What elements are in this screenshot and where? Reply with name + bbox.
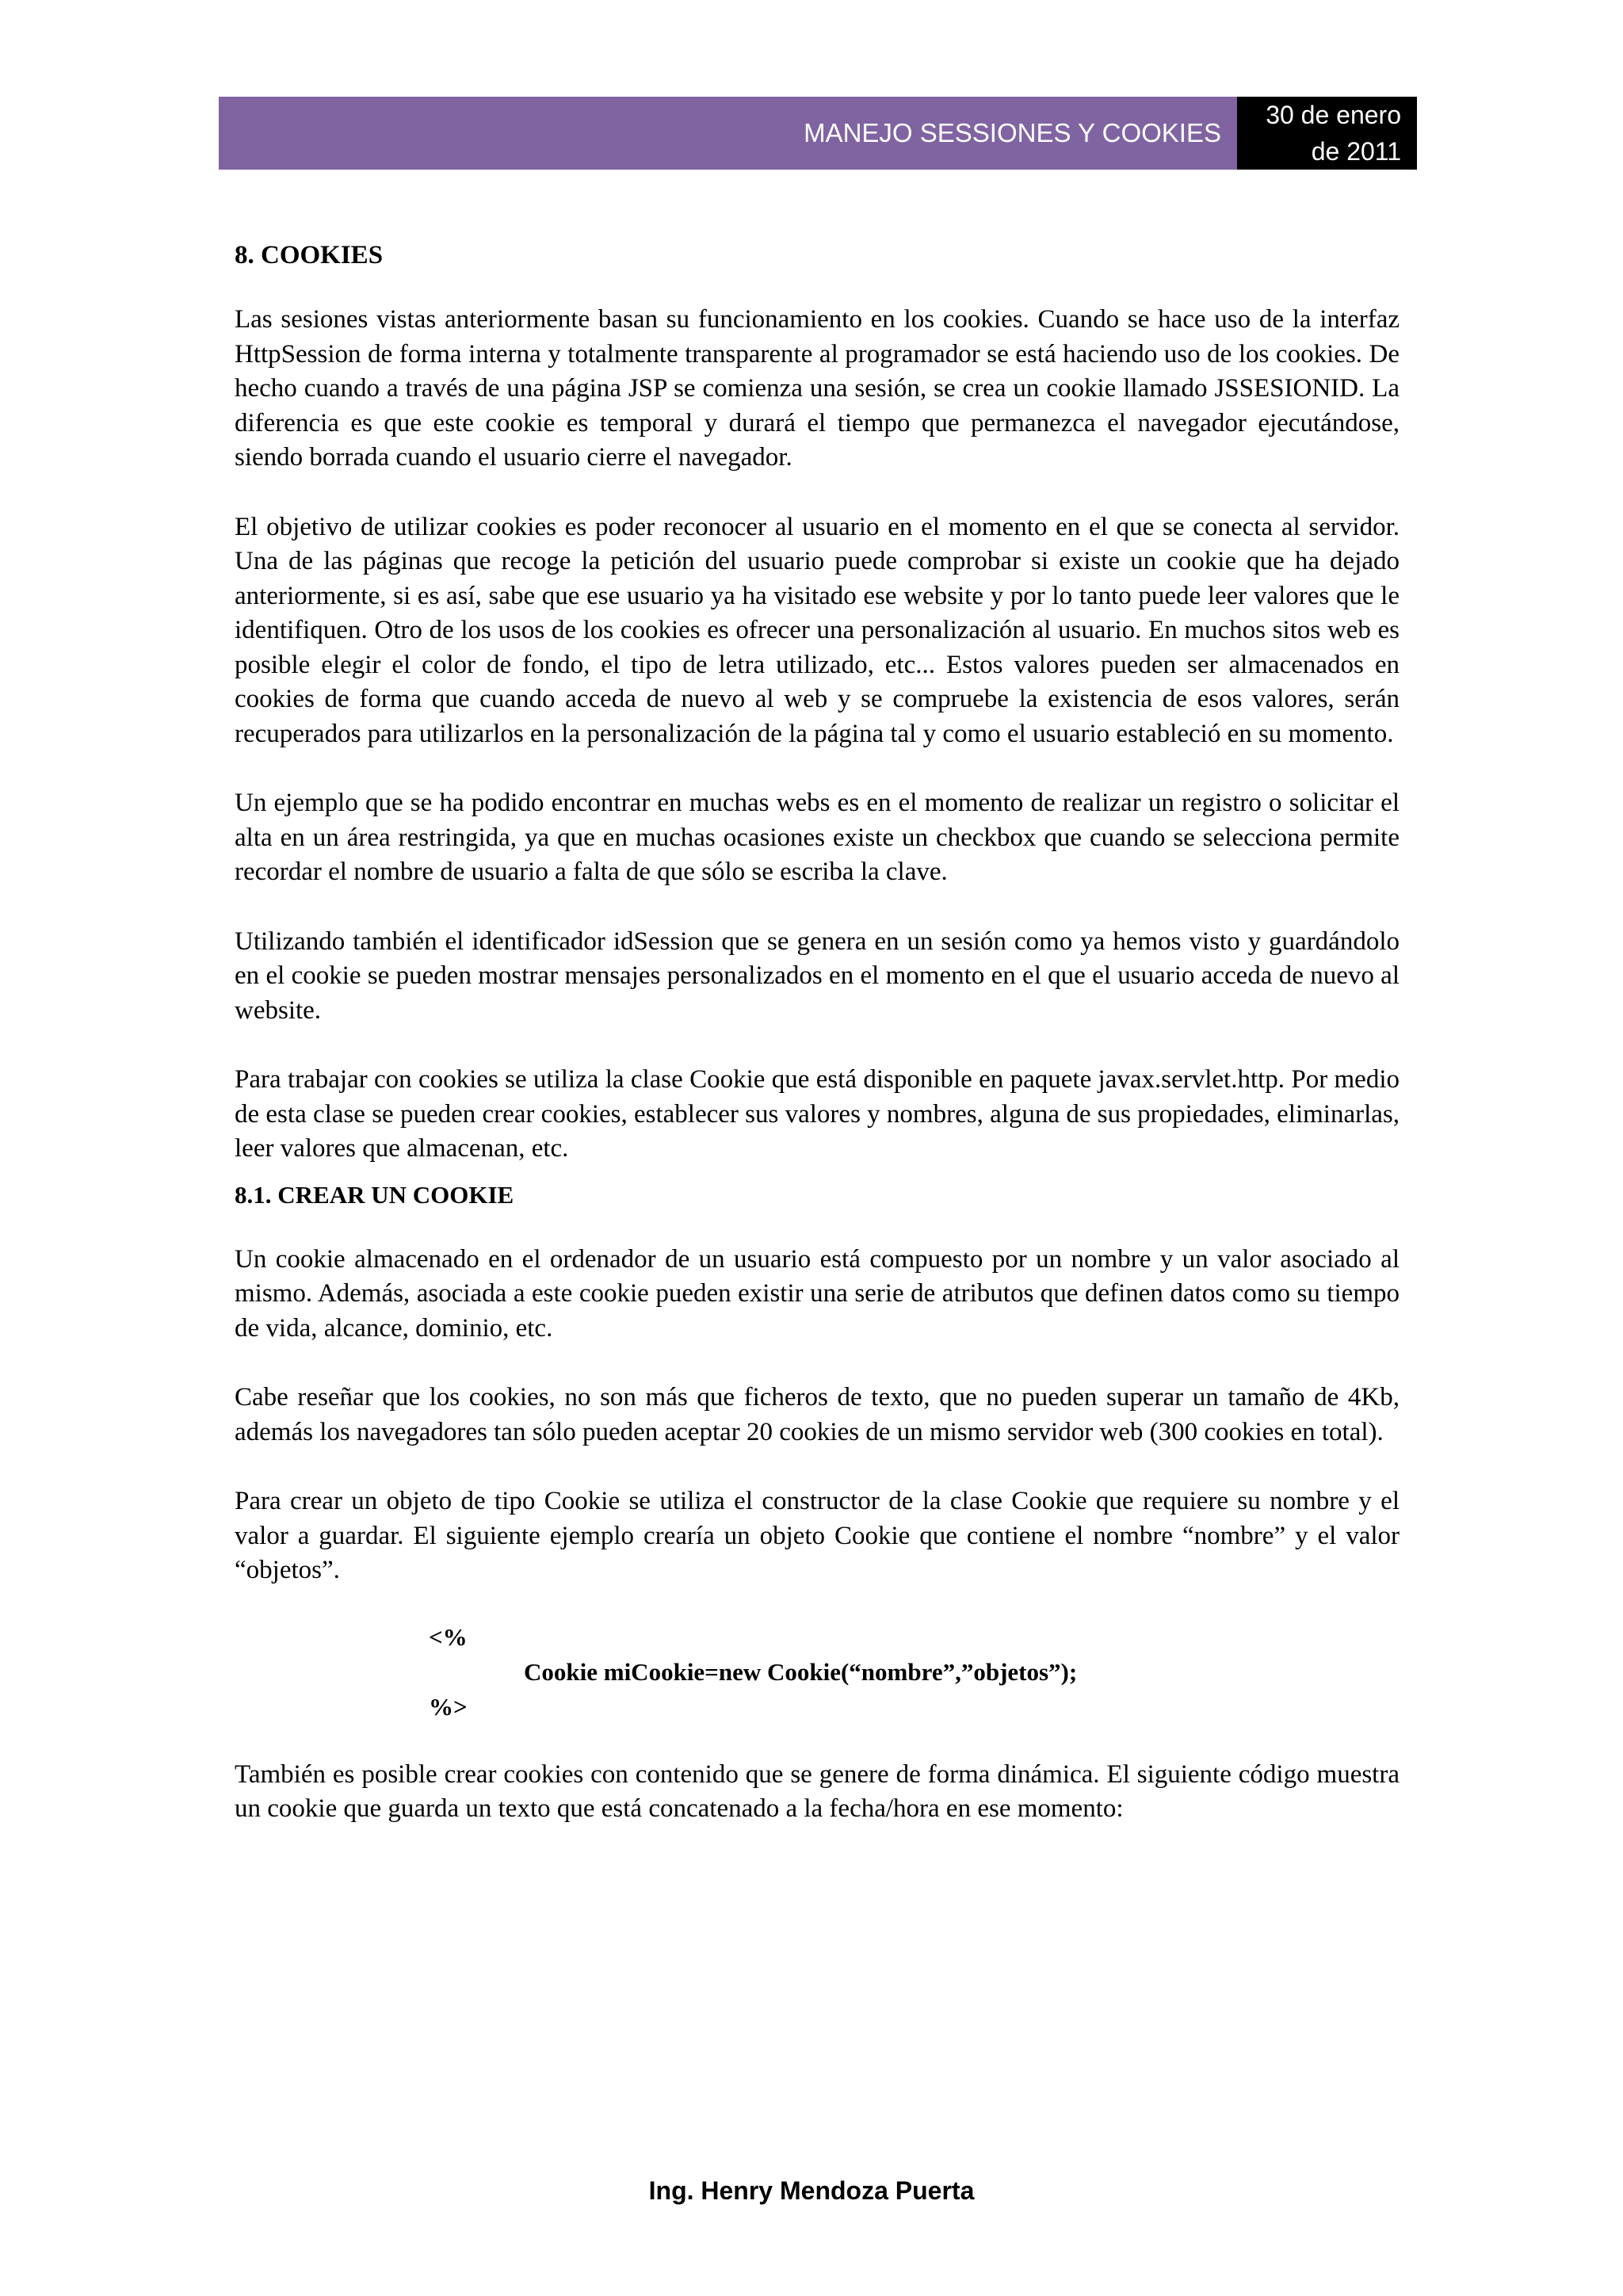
paragraph: Utilizando también el identificador idSession que se genera en un sesión como ya hemos visto y guardándolo en el cookie se pueden mostrar mensajes personalizados en el momento en el que el usuario acceda de nuevo al website. [235,926,1400,1025]
paragraph: Un ejemplo que se ha podido encontrar en muchas webs es en el momento de realizar un registro o solicitar el alta en un área restringida, ya que en muchas ocasiones existe un checkbox que cuando se selecciona permite recordar el nombre de usuario a falta de que sólo se escriba la clave. [235,789,1400,886]
paragraph: Para trabajar con cookies se utiliza la clase Cookie que está disponible en paquete javax.servlet.http. Por medio de esta clase se pueden crear cookies, establecer sus valores y nombres, alguna de sus propiedades, eliminarlas, leer valores que almacenan, etc. [235,1065,1400,1163]
code-line: Cookie miCookie=new Cookie(“nombre”,”objetos”); [524,1657,1078,1686]
footer-author: Ing. Henry Mendoza Puerta [648,2176,975,2205]
code-close-tag: %> [429,1692,468,1721]
header-date-box [1237,97,1417,170]
page-body [235,238,1400,1862]
paragraph: Para crear un objeto de tipo Cookie se utiliza el constructor de la clase Cookie que requiere su nombre y el valor a guardar. El siguiente ejemplo crearía un objeto Cookie que contiene el nombre “nombre” y el valor “objetos”. [235,1487,1400,1584]
section-heading: 8. COOKIES [235,241,384,269]
paragraph: Un cookie almacenado en el ordenador de un usuario está compuesto por un nombre y un valor asociado al mismo. Además, asociada a este cookie pueden existir una serie de atributos que definen datos como su tiempo de vida, alcance, dominio, etc. [235,1244,1400,1343]
subsection-heading: 8.1. CREAR UN COOKIE [235,1180,514,1209]
paragraph: Cabe reseñar que los cookies, no son más que ficheros de texto, que no pueden superar un tamaño de 4Kb, además los navegadores tan sólo pueden aceptar 20 cookies de un mismo servidor web (300 cookies en total). [235,1383,1400,1446]
paragraph: Las sesiones vistas anteriormente basan su funcionamiento en los cookies. Cuando se hace uso de la interfaz HttpSession de forma interna y totalmente transparente al programador se está haciendo uso de los cookies. De hecho cuando a través de una página JSP se comienza una sesión, se crea un cookie llamado JSSESIONID. La diferencia es que este cookie es temporal y durará el tiempo que permanezca el navegador ejecutándose, siendo borrada cuando el usuario cierre el navegador. [235,305,1400,472]
paragraph: También es posible crear cookies con contenido que se genere de forma dinámica. El siguiente código muestra un cookie que guarda un texto que está concatenado a la fecha/hora en ese momento: [235,1759,1400,1823]
code-open-tag: <% [429,1622,468,1651]
header-date-line2: de 2011 [1311,137,1401,166]
header-date-line1: 30 de enero [1266,101,1401,129]
paragraph: El objetivo de utilizar cookies es poder reconocer al usuario en el momento en el que se conecta al servidor. Una de las páginas que recoge la petición del usuario puede comprobar si existe un cookie que ha dejado anteriormente, si es así, sabe que ese usuario ya ha visitado ese website y por lo tanto puede leer valores que le identifiquen. Otro de los usos de los cookies es ofrecer una personalización al usuario. En muchos sitos web es posible elegir el color de fondo, el tipo de letra utilizado, etc... Estos valores pueden ser almacenados en cookies de forma que cuando acceda de nuevo al web y se compruebe la existencia de esos valores, serán recuperados para utilizarlos en la personalización de la página tal y como el usuario estableció en su momento. [235,512,1400,748]
document-header-title: MANEJO SESSIONES Y COOKIES [804,118,1221,147]
code-snippet [235,1623,1400,1726]
